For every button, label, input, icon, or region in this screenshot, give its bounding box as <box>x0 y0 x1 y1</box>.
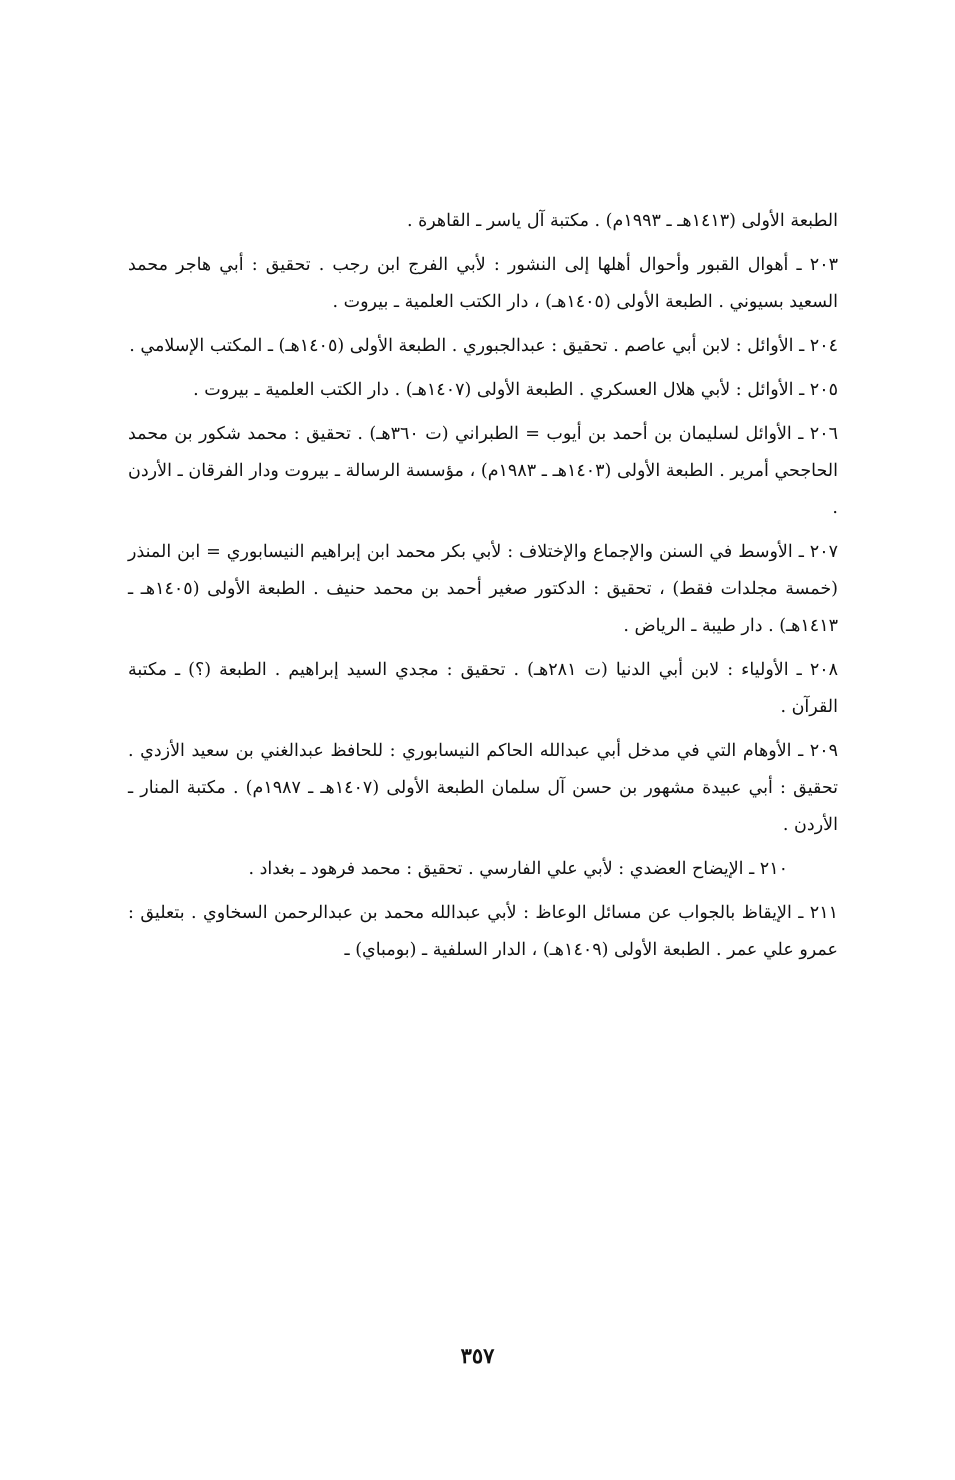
bibliography-entry-210: ٢١٠ ـ الإيضاح العضدي : لأبي علي الفارسي . تحقيق : محمد فرهود ـ بغداد . <box>248 859 788 879</box>
bibliography-entry-209: ٢٠٩ ـ الأوهام التي في مدخل أبي عبدالله الحاكم النيسابوري : للحافظ عبدالغني بن سعيد الأزدي . تحقيق : أبي عبيدة مشهور بن حسن آل سلمان الطبعة الأولى (١٤٠٧هـ ـ ١٩٨٧م) . مكتبة المنار ـ الأردن . <box>128 741 838 835</box>
bibliography-entry-211: ٢١١ ـ الإيقاظ بالجواب عن مسائل الوعاظ : لأبي عبدالله محمد بن عبدالرحمن السخاوي . بتعليق : عمرو علي عمر . الطبعة الأولى (١٤٠٩هـ) ، الدار السلفية ـ (بومباي) ـ <box>128 903 838 960</box>
bibliography-entry-203: ٢٠٣ ـ أهوال القبور وأحوال أهلها إلى النشور : لأبي الفرج ابن رجب . تحقيق : أبي هاجر محمد السعيد بسيوني . الطبعة الأولى (١٤٠٥هـ) ، دار الكتب العلمية ـ بيروت . <box>128 255 838 312</box>
bibliography-entry-206: ٢٠٦ ـ الأوائل لسليمان بن أحمد بن أيوب = الطبراني (ت ٣٦٠هـ) . تحقيق : محمد شكور بن محمد الحاجحي أمرير . الطبعة الأولى (١٤٠٣هـ ـ ١٩٨٣م) ، مؤسسة الرسالة ـ بيروت ودار الفرقان ـ الأردن . <box>128 424 838 518</box>
bibliography-entry-204: ٢٠٤ ـ الأوائل : لابن أبي عاصم . تحقيق : عبدالجبوري . الطبعة الأولى (١٤٠٥هـ) ـ المكتب الإسلامي . <box>129 336 838 356</box>
bibliography-list <box>128 203 838 976</box>
bibliography-entry-207: ٢٠٧ ـ الأوسط في السنن والإجماع والإختلاف : لأبي بكر محمد ابن إبراهيم النيسابوري = ابن المنذر (خمسة مجلدات فقط) ، تحقيق : الدكتور صغير أحمد بن محمد حنيف . الطبعة الأولى (١٤٠٥هـ ـ ١٤١٣هـ) . دار طيبة ـ الرياض . <box>128 542 838 636</box>
page-number: ٣٥٧ <box>460 1343 495 1368</box>
bibliography-entry-205: ٢٠٥ ـ الأوائل : لأبي هلال العسكري . الطبعة الأولى (١٤٠٧هـ) . دار الكتب العلمية ـ بيروت . <box>193 380 838 400</box>
bibliography-entry-continuation: الطبعة الأولى (١٤١٣هـ ـ ١٩٩٣م) . مكتبة آل ياسر ـ القاهرة . <box>406 211 838 231</box>
bibliography-entry-208: ٢٠٨ ـ الأولياء : لابن أبي الدنيا (ت ٢٨١هـ) . تحقيق : مجدي السيد إبراهيم . الطبعة (؟) ـ مكتبة القرآن . <box>128 660 839 717</box>
